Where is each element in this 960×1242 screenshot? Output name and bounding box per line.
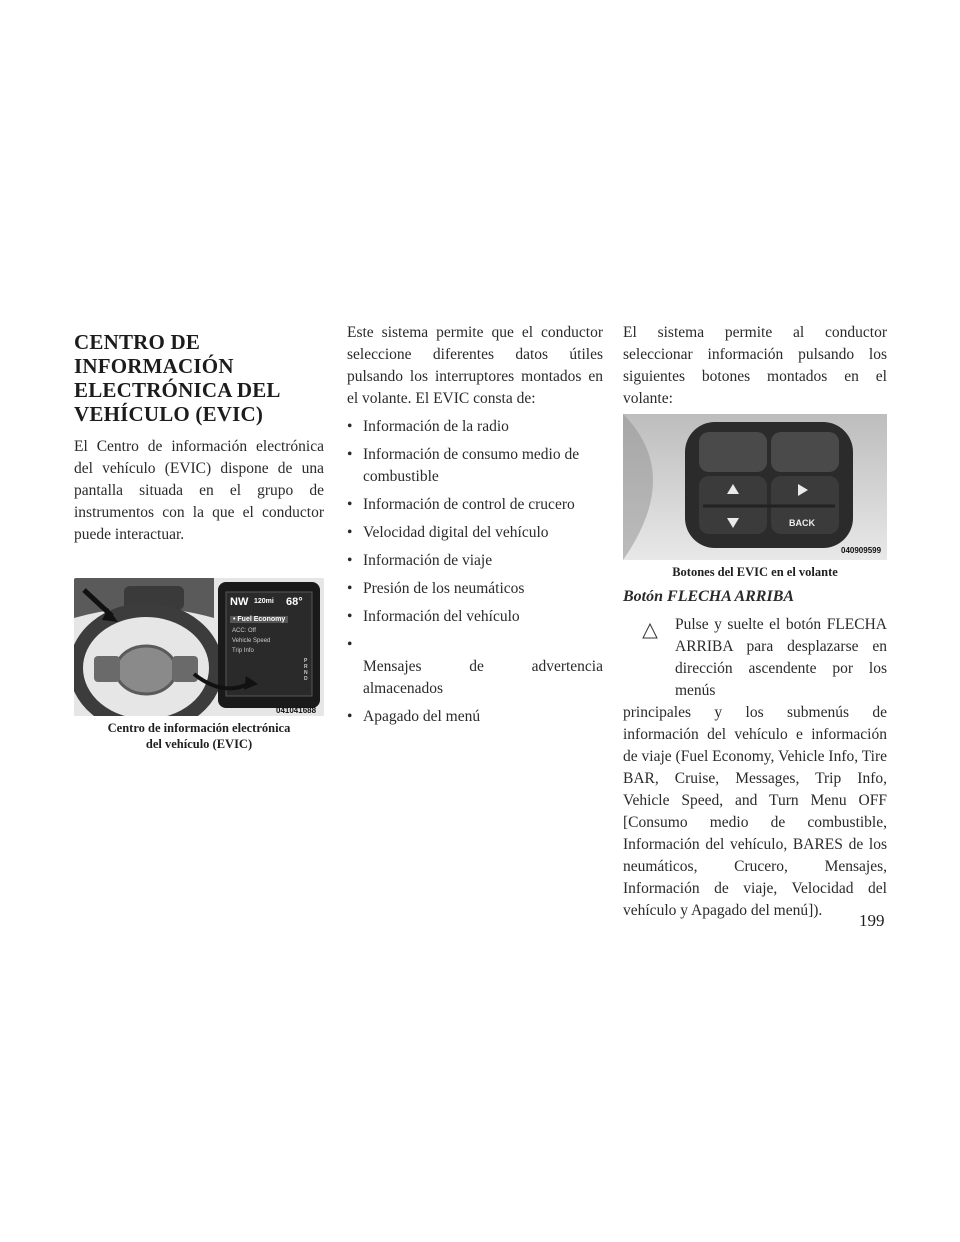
intro-paragraph: El sistema permite al conductor seleccionar información pulsando los siguientes botones montados en el volante:	[623, 324, 887, 407]
list-item: • Presión de los neumáticos	[347, 578, 603, 600]
back-button-label: BACK	[789, 518, 815, 528]
screen-miles: 120mi	[254, 598, 274, 605]
list-word: de	[469, 658, 484, 675]
heading-line: CENTRO DE	[74, 330, 201, 354]
screen-menu-item: ACC: Off	[232, 628, 256, 634]
list-item: • Información de consumo medio de combustible	[347, 444, 603, 488]
screen-menu-item: Trip Info	[232, 648, 254, 654]
gear-indicator: P R N D	[304, 658, 308, 682]
figure-caption	[74, 720, 324, 752]
screen-heading: NW	[230, 596, 249, 608]
list-word: • Mensajes	[363, 658, 422, 675]
caption-line: del vehículo (EVIC)	[145, 737, 253, 751]
body-paragraph: principales y los submenús de información del vehículo e información de viaje (Fuel Economy, Vehicle Info, Tire BAR, Cruise, Messages, Trip Info, Vehicle Speed, and Turn Menu OFF [Consumo medio de combustible, Información del vehículo, BARES de los neumáticos, Crucero, Mensajes, Información de viaje, Velocidad del vehículo y Apagado del menú]).	[623, 704, 887, 919]
section-heading	[74, 330, 324, 426]
evic-steering-figure	[74, 578, 324, 716]
list-item: • Información de viaje	[347, 550, 603, 572]
list-item: • Información de control de crucero	[347, 494, 603, 516]
list-item: • Apagado del menú	[347, 706, 603, 728]
intro-paragraph: Este sistema permite que el conductor seleccione diferentes datos útiles pulsando los interruptores montados en el volante. El EVIC consta de:	[347, 324, 603, 407]
feature-list	[347, 416, 603, 728]
icon-paragraph	[623, 614, 887, 702]
figure-code: 040909599	[841, 546, 882, 555]
list-item: • Velocidad digital del vehículo	[347, 522, 603, 544]
column-left	[74, 322, 324, 752]
list-item	[347, 634, 603, 700]
column-right	[623, 322, 887, 922]
steering-buttons-illustration	[623, 414, 887, 560]
caption-line: Centro de información electrónica	[107, 721, 291, 735]
screen-temperature: 68°	[286, 596, 303, 608]
screen-menu-selected: • Fuel Economy	[230, 616, 288, 623]
list-word: advertencia	[531, 658, 603, 675]
column-middle	[347, 322, 603, 734]
figure-caption: Botones del EVIC en el volante	[672, 565, 838, 579]
intro-paragraph: El Centro de información electrónica del vehículo (EVIC) dispone de una pantalla situada en el grupo de instrumentos con la que el conductor puede interactuar.	[74, 438, 324, 543]
figure-code: 041041688	[276, 706, 317, 715]
list-item: • Información de la radio	[347, 416, 603, 438]
heading-line: ELECTRÓNICA DEL	[74, 378, 281, 402]
evic-buttons-figure	[623, 414, 887, 560]
heading-line: VEHÍCULO (EVIC)	[74, 402, 264, 426]
icon-paragraph-text: Pulse y suelte el botón FLECHA ARRIBA para desplazarse en dirección ascendente por los menús	[675, 616, 887, 699]
page-number: 199	[859, 911, 885, 930]
heading-line: INFORMACIÓN	[74, 354, 234, 378]
up-arrow-icon	[641, 622, 659, 640]
screen-menu-item: Vehicle Speed	[232, 638, 271, 644]
list-item: • Información del vehículo	[347, 606, 603, 628]
list-word: almacenados	[363, 680, 444, 697]
subheading-up-arrow: Botón FLECHA ARRIBA	[623, 588, 795, 605]
